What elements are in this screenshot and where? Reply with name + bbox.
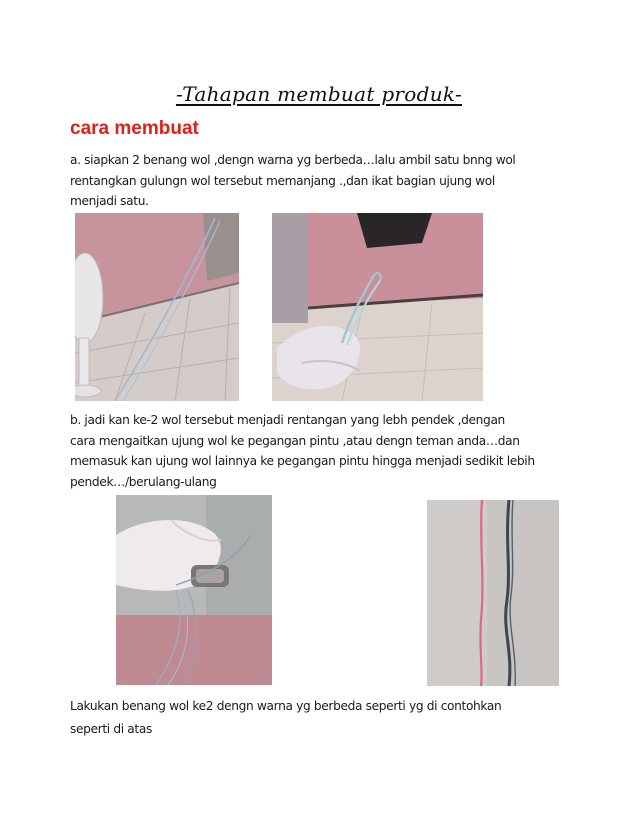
photo-door-handle-yarn xyxy=(116,495,272,685)
photo-stretched-yarn-fan xyxy=(75,213,239,401)
photo-hand-knotted-yarn xyxy=(272,213,483,401)
closing-text: Lakukan benang wol ke2 dengn warna yg berbeda seperti yg di contohkan seperti di atas xyxy=(70,699,502,736)
section-heading: cara membuat xyxy=(70,118,199,139)
step-a-text: a. siapkan 2 benang wol ,dengn warna yg berbeda…lalu ambil satu bnng wol rentangkan gulungn wol tersebut memanjang .,dan ikat bagian ujung wol menjadi satu. xyxy=(70,153,516,208)
step-b-text: b. jadi kan ke-2 wol tersebut menjadi rentangan yang lebh pendek ,dengan cara mengaitkan ujung wol ke pegangan pintu ,atau dengn teman anda…dan memasuk kan ujung wol lainnya ke pegangan pintu hingga menjadi sedikit lebih pendek…/berulang-ulang xyxy=(70,413,535,489)
page-title: -Tahapan membuat produk- xyxy=(175,82,463,106)
photo-hanging-yarn-strands xyxy=(427,500,559,686)
